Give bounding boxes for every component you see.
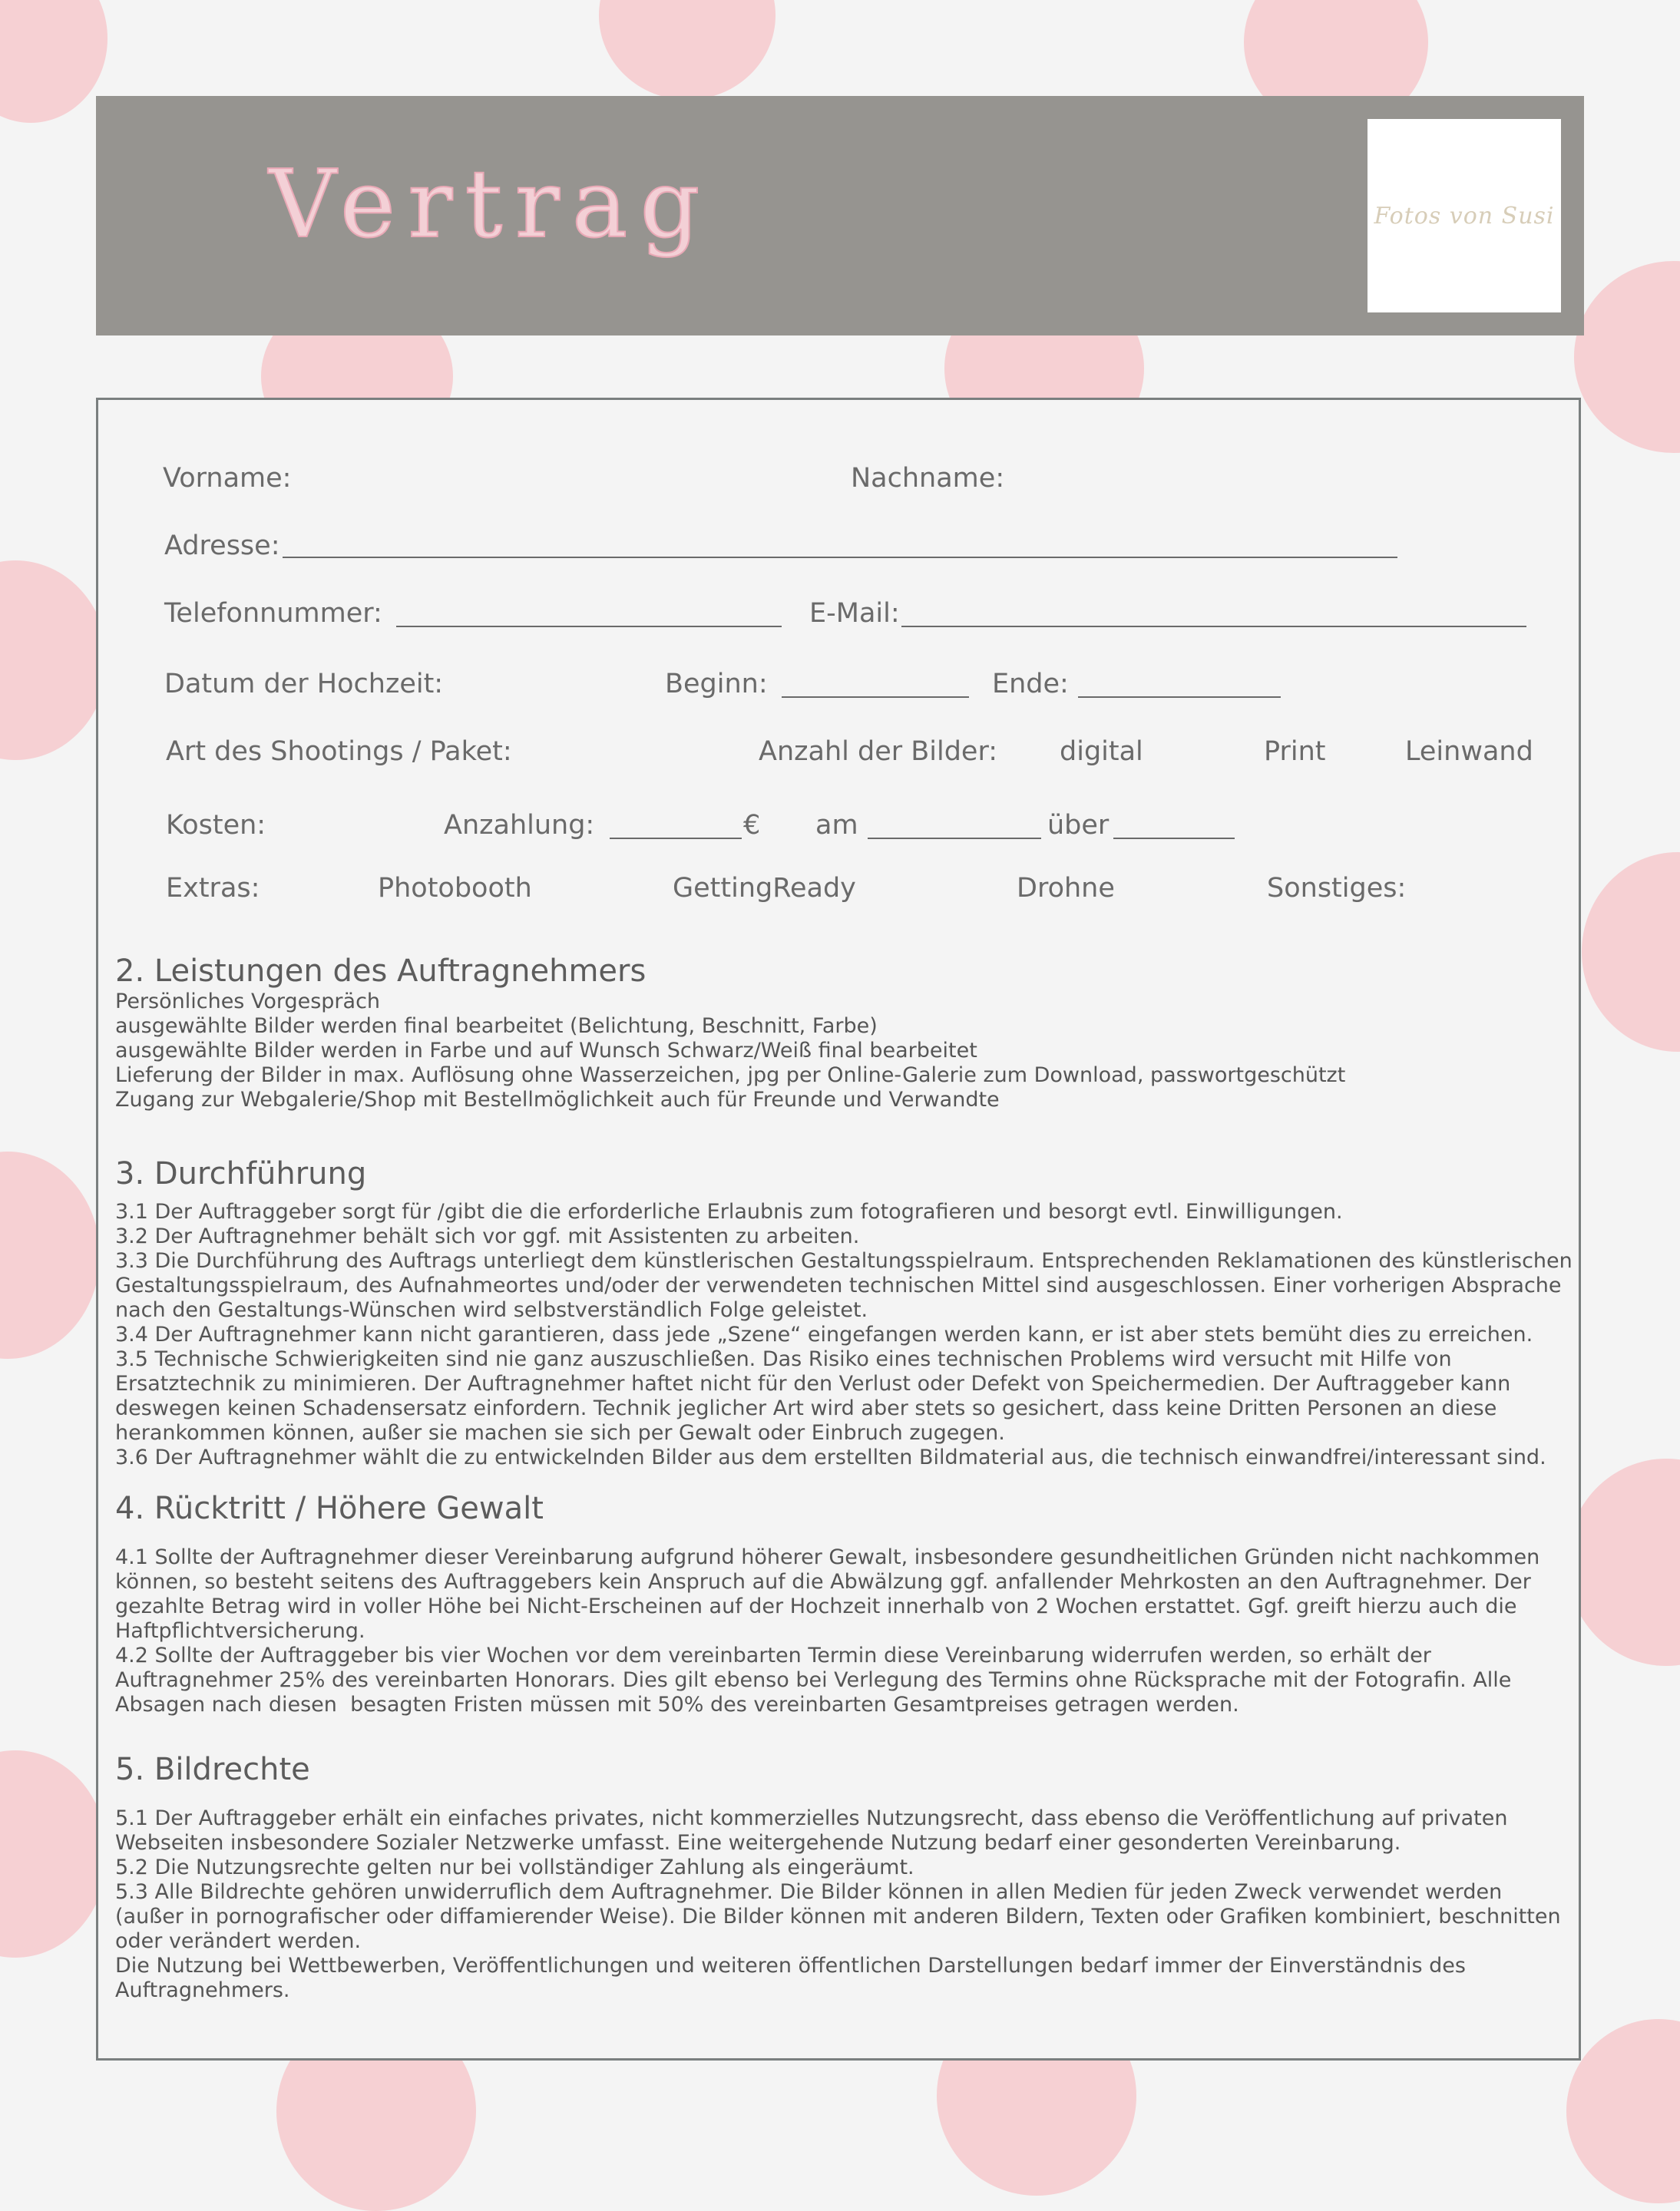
anzahlung-field[interactable]	[610, 838, 742, 839]
adresse-field[interactable]	[283, 557, 1397, 558]
section-body: 5.1 Der Auftraggeber erhält ein einfaches privates, nicht kommerzielles Nutzungsrecht, dass ebenso die Veröffentlichung auf privaten Webseiten insbesondere Sozialer Netzwerke umfasst. Eine weitergehende Nutzung bedarf einer gesonderten Vereinbarung. 5.2 Die Nutzungsrechte gelten nur bei vollständiger Zahlung als eingeräumt. 5.3 Alle Bildrechte gehören unwiderruflich dem Auftragnehmer. Die Bilder können in allen Medien für jeden Zweck verwendet werden (außer in pornografischer oder diffamierender Weise). Die Bilder können mit anderen Bildern, Texten oder Grafiken kombiniert, beschnitten oder verändert werden. Die Nutzung bei Wettbewerben, Veröffentlichungen und weiteren öffentlichen Darstellungen bedarf immer der Einverständnis des Auftragnehmers.	[115, 1806, 1561, 2002]
decor-dot	[599, 0, 776, 100]
extras-label: Extras:	[166, 873, 260, 904]
header-band	[96, 96, 1584, 335]
beginn-label: Beginn:	[665, 669, 768, 699]
decor-dot	[0, 1152, 100, 1359]
option-digital: digital	[1060, 736, 1143, 767]
decor-dot	[0, 560, 107, 760]
ende-field[interactable]	[1078, 696, 1281, 698]
decor-dot	[1566, 1459, 1680, 1666]
decor-dot	[0, 0, 107, 123]
kosten-label: Kosten:	[166, 810, 266, 841]
section-body: Persönliches Vorgespräch ausgewählte Bilder werden final bearbeitet (Belichtung, Beschnitt, Farbe) ausgewählte Bilder werden in Farbe und auf Wunsch Schwarz/Weiß final bearbeitet Lieferung der Bilder in max. Auflösung ohne Wasserzeichen, jpg per Online-Galerie zum Download, passwortgeschützt Zugang zur Webgalerie/Shop mit Bestellmöglichkeit auch für Freunde und Verwandte	[115, 990, 1346, 1112]
section-ruecktritt	[115, 1490, 1574, 1717]
email-label: E-Mail:	[809, 598, 900, 629]
am-field[interactable]	[868, 838, 1041, 839]
telefon-label: Telefonnummer:	[164, 598, 382, 629]
decor-dot	[1582, 852, 1680, 1052]
email-field[interactable]	[901, 626, 1526, 627]
page-title: Vertrag	[269, 150, 713, 259]
logo-text: Fotos von Susi	[1374, 202, 1555, 230]
am-label: am	[815, 810, 858, 841]
decor-dot	[0, 1750, 107, 1958]
section-heading: 2. Leistungen des Auftragnehmers	[115, 953, 647, 989]
ende-label: Ende:	[992, 669, 1069, 699]
vorname-label: Vorname:	[163, 463, 292, 494]
datum-label: Datum der Hochzeit:	[164, 669, 444, 699]
section-heading: 4. Rücktritt / Höhere Gewalt	[115, 1491, 544, 1526]
adresse-label: Adresse:	[164, 530, 280, 561]
decor-dot	[1574, 261, 1680, 453]
option-print: Print	[1264, 736, 1326, 767]
beginn-field[interactable]	[782, 696, 969, 698]
nachname-label: Nachname:	[851, 463, 1005, 494]
section-durchfuehrung	[115, 1155, 1574, 1470]
art-label: Art des Shootings / Paket:	[166, 736, 512, 767]
extra-photobooth: Photobooth	[378, 873, 532, 904]
section-body: 3.1 Der Auftraggeber sorgt für /gibt die die erforderliche Erlaubnis zum fotografieren und besorgt evtl. Einwilligungen. 3.2 Der Auftragnehmer behält sich vor ggf. mit Assistenten zu arbeiten. 3.3 Die Durchführung des Auftrags unterliegt dem künstlerischen Gestaltungsspielraum. Entsprechenden Reklamationen des künstlerischen Gestaltungsspielraum, des Aufnahmeortes und/oder der verwendeten technischen Mittel sind ausgeschlossen. Einer vorherigen Absprache nach den Gestaltungs-Wünschen wird selbstverständlich Folge geleistet. 3.4 Der Auftragnehmer kann nicht garantieren, dass jede „Szene“ eingefangen werden kann, er ist aber stets bemüht dies zu erreichen. 3.5 Technische Schwierigkeiten sind nie ganz auszuschließen. Das Risiko eines technischen Problems wird versucht mit Hilfe von Ersatztechnik zu minimieren. Der Auftragnehmer haftet nicht für den Verlust oder Defekt von Speichermedien. Der Auftraggeber kann deswegen keinen Schadensersatz einfordern. Technik jeglicher Art wird aber stets so gesichert, dass keine Dritten Personen an diese herankommen können, außer sie machen sie sich per Gewalt oder Einbruch zugegen. 3.6 Der Auftragnehmer wählt die zu entwickelnden Bilder aus dem erstellten Bildmaterial aus, die technisch einwandfrei/interessant sind.	[115, 1200, 1573, 1469]
decor-dot	[1566, 2019, 1680, 2203]
section-bildrechte	[115, 1751, 1574, 2003]
logo	[1367, 119, 1561, 312]
extra-drohne: Drohne	[1017, 873, 1115, 904]
section-leistungen	[115, 953, 1574, 1112]
anzahlung-label: Anzahlung:	[444, 810, 595, 841]
ueber-label: über	[1047, 810, 1110, 841]
extra-gettingready: GettingReady	[673, 873, 856, 904]
euro-sign: €	[743, 810, 761, 841]
anzahl-label: Anzahl der Bilder:	[759, 736, 998, 767]
telefon-field[interactable]	[396, 626, 782, 627]
extra-sonstiges: Sonstiges:	[1267, 873, 1407, 904]
section-heading: 5. Bildrechte	[115, 1752, 310, 1787]
section-body: 4.1 Sollte der Auftragnehmer dieser Vereinbarung aufgrund höherer Gewalt, insbesondere gesundheitlichen Gründen nicht nachkommen können, so besteht seitens des Auftraggebers kein Anspruch auf die Abwälzung ggf. anfallender Mehrkosten an den Auftragnehmer. Der gezahlte Betrag wird in voller Höhe bei Nicht-Erscheinen auf der Hochzeit innerhalb von 2 Wochen erstattet. Ggf. greift hierzu auch die Haftpflichtversicherung. 4.2 Sollte der Auftraggeber bis vier Wochen vor dem vereinbarten Termin diese Vereinbarung widerrufen werden, so erhält der Auftragnehmer 25% des vereinbarten Honorars. Dies gilt ebenso bei Verlegung des Termins ohne Rücksprache mit der Fotografin. Alle Absagen nach diesen besagten Fristen müssen mit 50% des vereinbarten Gesamtpreises getragen werden.	[115, 1545, 1540, 1717]
option-leinwand: Leinwand	[1405, 736, 1533, 767]
ueber-field[interactable]	[1113, 838, 1235, 839]
contract-content	[96, 398, 1581, 2061]
section-heading: 3. Durchführung	[115, 1156, 367, 1191]
